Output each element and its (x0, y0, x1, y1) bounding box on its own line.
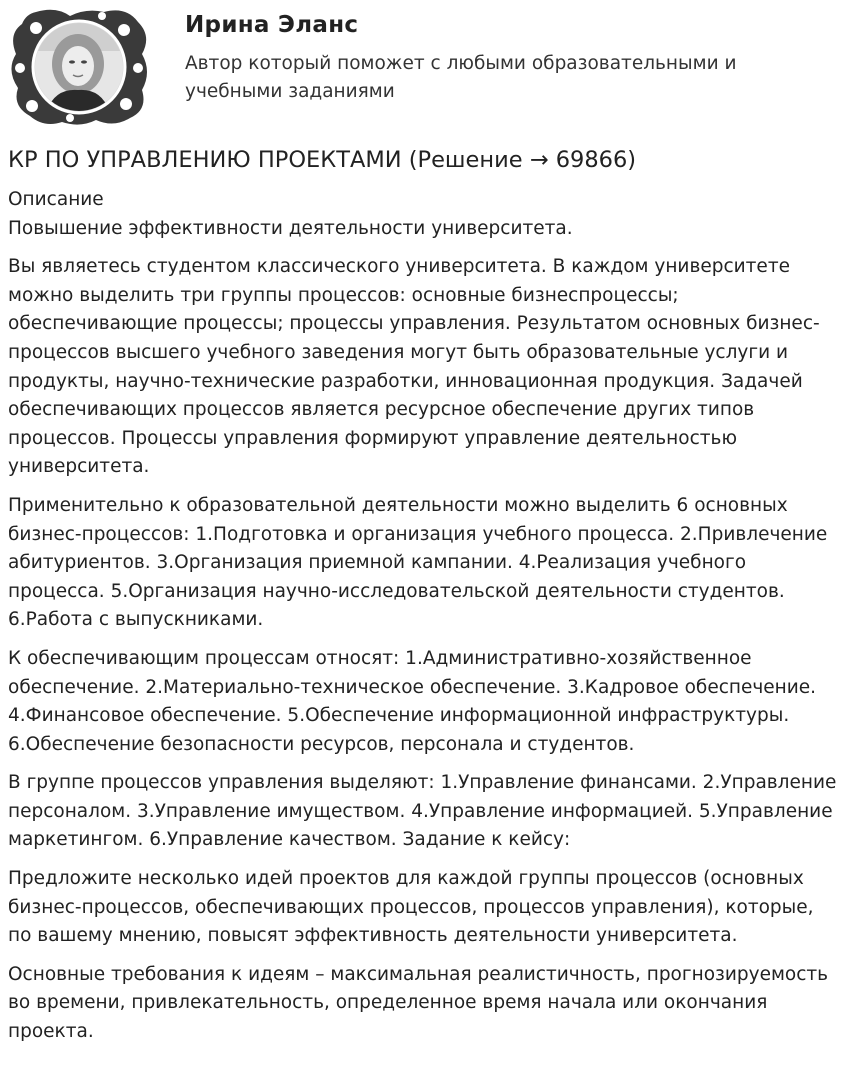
document-title: КР ПО УПРАВЛЕНИЮ ПРОЕКТАМИ (Решение → 69866) (8, 147, 637, 173)
paragraph: В группе процессов управления выделяют: 1.Управление финансами. 2.Управление персоналом. 3.Управление имуществом. 4.Управление информацией. 5.Управление маркетингом. 6.Управление качеством. Задание к кейсу: (8, 772, 837, 851)
author-description: Автор который поможет с любыми образовательными и учебными заданиями (185, 53, 737, 102)
paragraph: Применительно к образовательной деятельности можно выделить 6 основных бизнес-процессов: 1.Подготовка и организация учебного процесса. 2.Привлечение абитуриентов. 3.Организация приемной кампании. 4.Реализация учебного процесса. 5.Организация научно-исследовательской деятельности студентов. 6.Работа с выпускниками. (8, 494, 828, 631)
paragraph: К обеспечивающим процессам относят: 1.Административно-хозяйственное обеспечение. 2.Материально-техническое обеспечение. 3.Кадровое обеспечение. 4.Финансовое обеспечение. 5.Обеспечение информационной инфраструктуры. 6.Обеспечение безопасности ресурсов, персонала и студентов. (8, 647, 817, 755)
paragraph: Повышение эффективности деятельности университета. (8, 217, 573, 239)
paragraph: Основные требования к идеям – максимальная реалистичность, прогнозируемость во времени, привлекательность, определенное время начала или окончания проекта. (8, 963, 829, 1043)
paragraph: Вы являетесь студентом классического университета. В каждом университете можно выделить три группы процессов: основные бизнеспроцессы; обеспечивающие процессы; процессы управления. Результатом основных бизнес-процессов высшего учебного заведения могут быть образовательные услуги и продукты, научно-технические разработки, инновационная продукция. Задачей обеспечивающих процессов является ресурсное обеспечение других типов процессов. Процессы управления формируют управление деятельностью университета. (8, 256, 820, 478)
author-avatar (6, 6, 152, 128)
author-header (0, 0, 847, 135)
document-body (8, 186, 842, 1057)
paragraph: Предложите несколько идей проектов для каждой группы процессов (основных бизнес-процессов, обеспечивающих процессов, процессов управления), которые, по вашему мнению, повысят эффективность деятельности университета. (8, 868, 814, 947)
description-label: Описание (8, 189, 104, 210)
author-name: Ирина Эланс (185, 12, 359, 38)
